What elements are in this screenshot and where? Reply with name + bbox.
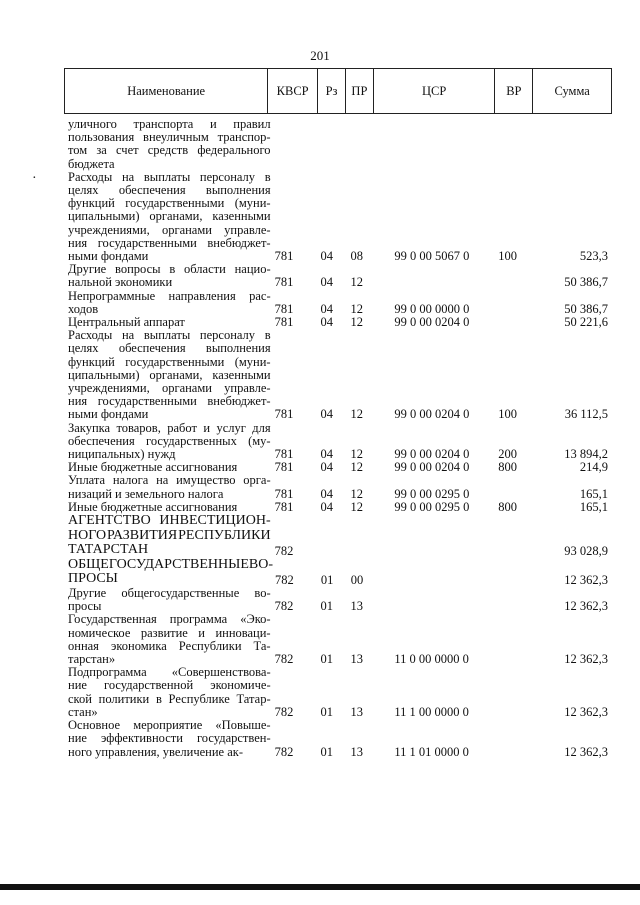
row-name-line: онная экономика Республики Та-: [68, 638, 271, 653]
cell-pr: 12: [350, 301, 363, 316]
row-name-line: Подпрограмма «Совершенствова-: [68, 665, 271, 680]
cell-kvsr: 782: [274, 652, 294, 667]
page-number: 201: [310, 48, 330, 63]
row-name-line: стан»: [68, 704, 98, 719]
cell-sum: 36 112,5: [564, 407, 608, 422]
cell-csr: 11 0 00 0000 0: [394, 652, 469, 667]
row-name-line: низаций и земельного налога: [68, 486, 224, 501]
col-pr-header: ПР: [346, 69, 374, 113]
row-name: [68, 587, 271, 613]
cell-kvsr: 782: [275, 572, 294, 587]
cell-sum: 93 028,9: [564, 543, 608, 558]
cell-rz: 04: [320, 407, 334, 422]
cell-pr: 12: [350, 315, 363, 330]
cell-csr: 11 1 01 0000 0: [394, 744, 469, 759]
cell-vr: 100: [498, 249, 517, 264]
row-name-line: Центральный аппарат: [68, 315, 185, 330]
table-row: [68, 719, 608, 759]
row-name-line: Иные бюджетные ассигнования: [68, 460, 238, 475]
row-name-line: ния государственными внебюджет-: [68, 394, 271, 409]
table-row: [68, 422, 608, 462]
cell-kvsr: 781: [274, 301, 294, 316]
row-name: [68, 719, 271, 759]
row-name-line: тарстан»: [68, 652, 116, 667]
cell-sum: 12 362,3: [564, 652, 608, 667]
col-csr-header: ЦСР: [374, 69, 496, 113]
row-name-line: функций государственными (муни-: [68, 354, 271, 369]
cell-pr: 12: [350, 499, 363, 514]
cell-kvsr: 781: [274, 460, 294, 475]
cell-kvsr: 781: [274, 249, 294, 264]
cell-kvsr: 782: [274, 704, 294, 719]
cell-pr: 13: [350, 744, 363, 759]
cell-pr: 12: [350, 460, 363, 475]
cell-rz: 01: [320, 572, 334, 587]
col-name-header: Наименование: [65, 69, 268, 113]
row-name-line: Расходы на выплаты персоналу в: [68, 328, 271, 343]
cell-vr: 100: [498, 407, 517, 422]
cell-csr: 99 0 00 0295 0: [394, 499, 470, 514]
cell-rz: 04: [320, 460, 334, 475]
row-name-line: учреждениями, органами управле-: [68, 222, 271, 237]
cell-kvsr: 782: [274, 599, 294, 614]
row-name: [68, 290, 271, 316]
row-name-line: ОБЩЕГОСУДАРСТВЕННЫЕ ВО-: [68, 556, 274, 572]
table-row: [68, 171, 608, 263]
cell-csr: 99 0 00 0204 0: [394, 407, 470, 422]
page-bottom-edge: [0, 884, 640, 890]
cell-rz: 01: [320, 744, 334, 759]
cell-pr: 13: [350, 704, 363, 719]
cell-sum: 50 386,7: [564, 301, 608, 316]
cell-pr: 13: [350, 652, 363, 667]
row-name-line: обеспечения государственных (му-: [68, 433, 271, 448]
row-name-line: ния государственными внебюджет-: [68, 235, 271, 250]
cell-pr: 12: [350, 447, 363, 462]
col-vr-header: ВР: [495, 69, 533, 113]
row-name-line: АГЕНТСТВО ИНВЕСТИЦИОН-: [68, 513, 271, 529]
row-name: [68, 666, 271, 719]
row-name-line: ТАТАРСТАН: [68, 542, 149, 558]
row-name-line: Другие вопросы в области нацио-: [68, 262, 271, 277]
col-kvsr-header: КВСР: [268, 69, 318, 113]
table-body: [68, 118, 608, 759]
cell-csr: 99 0 00 0000 0: [394, 301, 470, 316]
row-name-line: нальной экономики: [68, 275, 173, 290]
cell-csr: 99 0 00 0204 0: [394, 315, 470, 330]
cell-sum: 165,1: [579, 486, 608, 501]
col-rz-header: Рз: [318, 69, 346, 113]
table-row: [68, 461, 608, 474]
cell-vr: 800: [498, 460, 517, 475]
cell-pr: 12: [350, 486, 363, 501]
cell-csr: 99 0 00 0204 0: [394, 447, 470, 462]
cell-rz: 04: [320, 315, 334, 330]
table-row: [68, 474, 608, 500]
row-name-line: ние эффективности государствен-: [68, 731, 271, 746]
table-row: [68, 613, 608, 666]
row-name: [68, 613, 271, 666]
row-name-line: целях обеспечения выполнения: [68, 341, 271, 356]
row-name-line: ходов: [68, 301, 99, 316]
cell-vr: 800: [498, 499, 517, 514]
row-name-line: Другие общегосударственные во-: [68, 586, 271, 601]
row-name: [68, 329, 271, 421]
cell-kvsr: 781: [274, 447, 294, 462]
cell-sum: 50 221,6: [564, 315, 608, 330]
table-row: [68, 263, 608, 289]
cell-pr: 12: [350, 407, 363, 422]
row-name-line: учреждениями, органами управле-: [68, 381, 271, 396]
row-name: [68, 474, 271, 500]
cell-sum: 12 362,3: [564, 744, 608, 759]
row-name-line: Расходы на выплаты персоналу в: [68, 169, 271, 184]
row-name-line: целях обеспечения выполнения: [68, 183, 271, 198]
cell-vr: 200: [498, 447, 517, 462]
row-name: [68, 118, 271, 171]
cell-sum: 214,9: [579, 460, 608, 475]
table-row: [68, 558, 608, 587]
cell-csr: 99 0 00 0295 0: [394, 486, 470, 501]
row-name-line: ными фондами: [68, 249, 149, 264]
row-name-line: бюджета: [68, 156, 115, 171]
stray-mark: ·: [32, 171, 37, 186]
cell-rz: 04: [320, 486, 334, 501]
table-row: [68, 587, 608, 613]
table-row: [68, 514, 608, 558]
cell-csr: 99 0 00 5067 0: [394, 249, 470, 264]
cell-sum: 12 362,3: [564, 572, 609, 587]
cell-pr: 00: [350, 572, 364, 587]
cell-pr: 08: [350, 249, 363, 264]
cell-kvsr: 781: [274, 407, 294, 422]
cell-kvsr: 782: [274, 744, 294, 759]
cell-rz: 04: [320, 249, 334, 264]
cell-csr: 11 1 00 0000 0: [394, 704, 469, 719]
table-row: [68, 666, 608, 719]
row-name-line: Государственная программа «Эко-: [68, 612, 271, 627]
row-name: [68, 171, 271, 263]
row-name-line: Основное мероприятие «Повыше-: [68, 718, 271, 733]
cell-rz: 01: [320, 652, 334, 667]
row-name-line: ПРОСЫ: [68, 571, 118, 587]
cell-kvsr: 782: [274, 543, 294, 558]
row-name-line: НОГО РАЗВИТИЯ РЕСПУБЛИКИ: [68, 527, 271, 543]
row-name-line: Непрограммные направления рас-: [68, 288, 271, 303]
row-name: [68, 556, 274, 587]
row-name-line: ской политики в Республике Татар-: [68, 691, 271, 706]
cell-kvsr: 781: [274, 486, 294, 501]
table-row: [68, 118, 608, 171]
cell-kvsr: 781: [274, 315, 294, 330]
cell-kvsr: 781: [274, 499, 294, 514]
cell-sum: 50 386,7: [564, 275, 608, 290]
cell-rz: 04: [320, 301, 334, 316]
cell-rz: 01: [320, 599, 334, 614]
cell-kvsr: 781: [274, 275, 294, 290]
cell-rz: 04: [320, 447, 334, 462]
cell-pr: 12: [350, 275, 363, 290]
cell-sum: 13 894,2: [564, 447, 608, 462]
row-name: [68, 422, 271, 462]
row-name-line: Иные бюджетные ассигнования: [68, 499, 238, 514]
cell-sum: 12 362,3: [564, 704, 608, 719]
row-name-line: пользования внеуличным транспор-: [68, 130, 271, 145]
row-name-line: функций государственными (муни-: [68, 196, 271, 211]
row-name-line: ными фондами: [68, 407, 149, 422]
cell-sum: 165,1: [579, 499, 608, 514]
row-name-line: номическое развитие и инноваци-: [68, 625, 271, 640]
row-name-line: ниципальных) нужд: [68, 447, 176, 462]
row-name-line: ного управления, увеличение ак-: [68, 744, 243, 759]
row-name-line: ципальными) органами, казенными: [68, 209, 271, 224]
row-name-line: уличного транспорта и правил: [68, 117, 271, 131]
col-sum-header: Сумма: [554, 83, 590, 98]
row-name-line: том за счет средств федерального: [68, 143, 271, 158]
table-row: [68, 290, 608, 316]
row-name: [68, 514, 271, 558]
row-name-line: ние государственной экономиче-: [68, 678, 271, 693]
row-name-line: просы: [68, 599, 102, 614]
cell-csr: 99 0 00 0204 0: [394, 460, 470, 475]
table-header: [64, 68, 612, 114]
row-name-line: ципальными) органами, казенными: [68, 367, 271, 382]
cell-rz: 04: [320, 499, 334, 514]
table-row: [68, 329, 608, 421]
row-name-line: Закупка товаров, работ и услуг для: [68, 420, 271, 435]
row-name: [68, 263, 271, 289]
cell-rz: 04: [320, 275, 334, 290]
cell-pr: 13: [350, 599, 363, 614]
row-name-line: Уплата налога на имущество орга-: [68, 473, 271, 488]
cell-sum: 523,3: [579, 249, 608, 264]
cell-sum: 12 362,3: [564, 599, 608, 614]
cell-rz: 01: [320, 704, 334, 719]
